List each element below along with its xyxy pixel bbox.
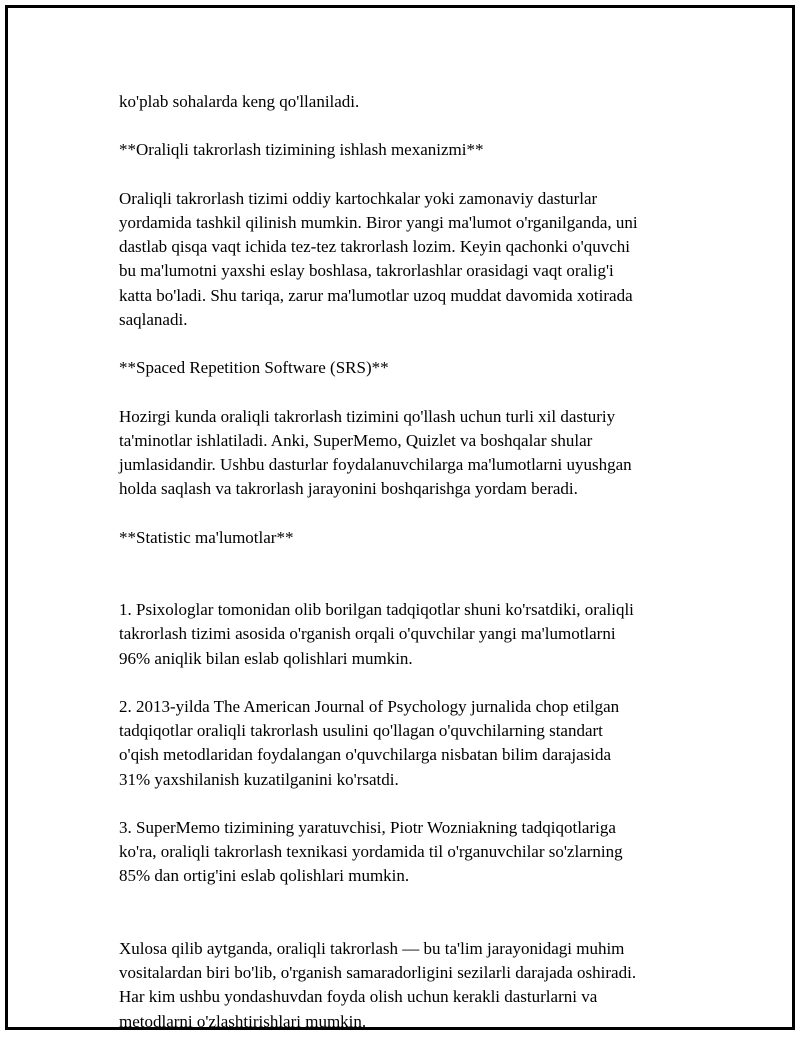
paragraph-srs: Hozirgi kunda oraliqli takrorlash tizimini qo'llash uchun turli xil dasturiy ta'minotlar ishlatiladi. Anki, SuperMemo, Quizlet va boshqalar shular jumlasidandir. Ushbu dasturlar foydalanuvchilarga ma'lumotlarni uyushgan holda saqlash va takrorlash jarayonini boshqarishga yordam beradi. xyxy=(119,406,632,499)
intro-paragraph: ko'plab sohalarda keng qo'llaniladi. xyxy=(119,92,360,111)
stats-list xyxy=(119,574,699,913)
paragraph-mechanism: Oraliqli takrorlash tizimi oddiy kartochkalar yoki zamonaviy dasturlar yordamida tashkil qilinish mumkin. Biror yangi ma'lumot o'rganilganda, uni dastlab qisqa vaqt ichida tez-tez takrorlash lozim. Keyin qachonki o'quvchi bu ma'lumotni yaxshi eslay boshlasa, takrorlashlar orasidagi vaqt oralig'i katta bo'ladi. Shu tariqa, zarur ma'lumotlar uzoq muddat davomida xotirada saqlanadi. xyxy=(119,188,638,329)
stats-item-1: 1. Psixologlar tomonidan olib borilgan tadqiqotlar shuni ko'rsatdiki, oraliqli takrorlash tizimi asosida o'rganish orqali o'quvchilar yangi ma'lumotlarni 96% aniqlik bilan eslab qolishlari mumkin. xyxy=(119,600,634,668)
heading-mechanism: **Oraliqli takrorlash tizimining ishlash mexanizmi** xyxy=(119,140,484,160)
stats-item-3: 3. SuperMemo tizimining yaratuvchisi, Piotr Wozniakning tadqiqotlariga ko'ra, oraliqli takrorlash texnikasi yordamida til o'rganuvchilar so'zlarning 85% dan ortig'ini eslab qolishlari mumkin. xyxy=(119,818,623,886)
heading-stats: **Statistic ma'lumotlar** xyxy=(119,527,294,547)
document-page xyxy=(5,5,795,1030)
document-body xyxy=(119,90,699,1058)
conclusion-paragraph: Xulosa qilib aytganda, oraliqli takrorlash — bu ta'lim jarayonidagi muhim vositalardan biri bo'lib, o'rganish samaradorligini sezilarli darajada oshiradi. Har kim ushbu yondashuvdan foyda olish uchun kerakli dasturlarni va metodlarni o'zlashtirishlari mumkin. xyxy=(119,939,637,1031)
heading-srs: **Spaced Repetition Software (SRS)** xyxy=(119,358,389,378)
stats-item-2: 2. 2013-yilda The American Journal of Psychology jurnalida chop etilgan tadqiqotlar oraliqli takrorlash usulini qo'llagan o'quvchilarning standart o'qish metodlaridan foydalangan o'quvchilarga nisbatan bilim darajasida 31% yaxshilanish kuzatilganini ko'rsatdi. xyxy=(119,696,620,789)
